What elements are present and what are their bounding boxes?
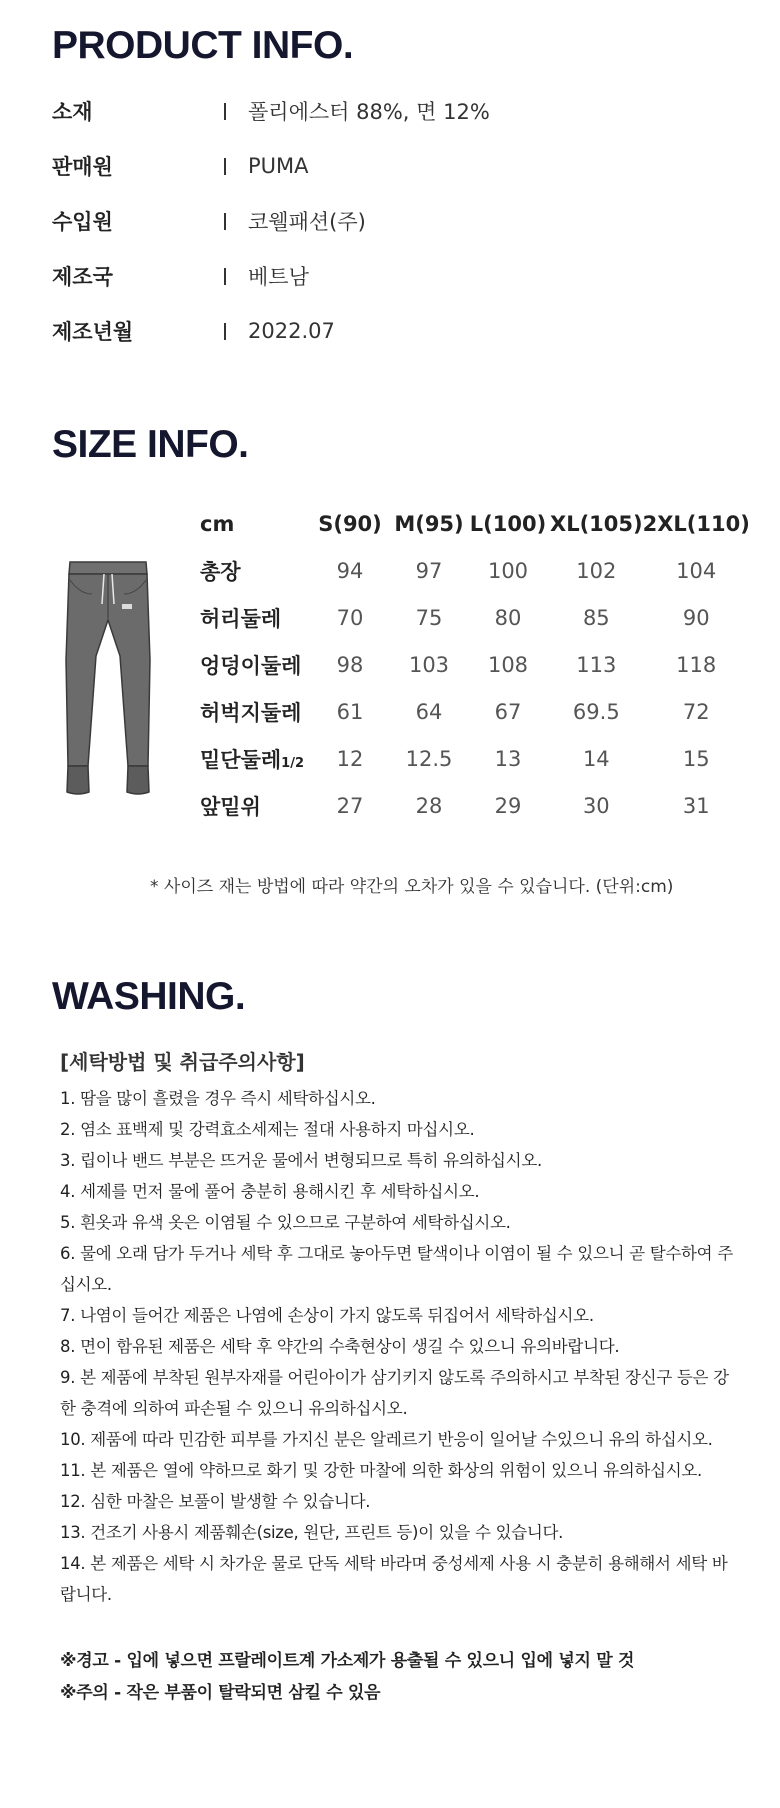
pants-illustration [62, 560, 154, 796]
size-value: 80 [494, 605, 522, 630]
size-value: 97 [415, 558, 443, 583]
separator [224, 158, 226, 175]
size-value: 90 [682, 605, 710, 630]
size-value: 98 [336, 652, 364, 677]
size-header: XL(105) [550, 511, 643, 536]
product-info-label: 판매원 [52, 155, 113, 179]
measurement-name: 밑단둘레 [200, 747, 282, 772]
size-row [200, 641, 750, 688]
washing-item: 13. 건조기 사용시 제품훼손(size, 원단, 프린트 등)이 있을 수 있습니다. [60, 1523, 564, 1542]
product-info-value: 폴리에스터 88%, 면 12% [248, 100, 490, 124]
washing-item: 9. 본 제품에 부착된 원부자재를 어린아이가 삼기키지 않도록 주의하시고 부착된 장신구 등은 강한 충격에 의하여 파손될 수 있으니 유의하십시오. [60, 1368, 729, 1418]
washing-item: 10. 제품에 따라 민감한 피부를 가지신 분은 알레르기 반응이 일어날 수있으니 유의 하십시오. [60, 1430, 713, 1449]
warning-line: ※경고 - 입에 넣으면 프랄레이트계 가소제가 용출될 수 있으니 입에 넣지 말 것 [60, 1651, 635, 1671]
washing-item: 2. 염소 표백제 및 강력효소세제는 절대 사용하지 마십시오. [60, 1120, 475, 1139]
measurement-name: 엉덩이둘레 [200, 653, 302, 678]
size-value: 12.5 [405, 746, 453, 771]
product-info-label: 제조국 [52, 265, 113, 289]
washing-item: 4. 세제를 먼저 물에 풀어 충분히 용해시킨 후 세탁하십시오. [60, 1182, 480, 1201]
measurement-label [200, 547, 308, 594]
size-value: 113 [576, 652, 617, 677]
product-info-label: 소재 [52, 100, 93, 124]
size-value: 72 [682, 699, 710, 724]
warning-line: ※주의 - 작은 부품이 탈락되면 삼킬 수 있음 [60, 1683, 381, 1703]
measurement-name: 앞밑위 [200, 794, 261, 819]
product-info-value: 2022.07 [248, 319, 335, 343]
size-value: 27 [336, 793, 364, 818]
product-info-value: 코웰패션(주) [248, 210, 366, 234]
washing-item: 5. 흰옷과 유색 옷은 이염될 수 있으므로 구분하여 세탁하십시오. [60, 1213, 511, 1232]
washing-item: 7. 나염이 들어간 제품은 나염에 손상이 가지 않도록 뒤집어서 세탁하십시오. [60, 1306, 594, 1325]
measurement-name: 총장 [200, 559, 241, 584]
product-info-row [52, 316, 335, 346]
size-value: 64 [415, 699, 443, 724]
measurement-label [200, 735, 308, 782]
size-header: 2XL(110) [642, 511, 750, 536]
size-value: 70 [336, 605, 364, 630]
product-info-value: PUMA [248, 154, 309, 178]
product-info-row [52, 151, 309, 181]
size-header: S(90) [318, 511, 382, 536]
size-value: 118 [676, 652, 717, 677]
size-row [200, 735, 750, 782]
size-value: 102 [576, 558, 617, 583]
size-value: 30 [582, 793, 610, 818]
product-info-value: 베트남 [248, 265, 309, 289]
size-value: 61 [336, 699, 364, 724]
size-chart [0, 500, 780, 840]
size-row [200, 688, 750, 735]
separator [224, 213, 226, 230]
product-info-row [52, 206, 366, 236]
size-value: 69.5 [572, 699, 620, 724]
size-value: 100 [487, 558, 529, 583]
size-header: L(100) [469, 511, 547, 536]
product-info-title: PRODUCT INFO. [52, 24, 354, 67]
size-value: 108 [487, 652, 529, 677]
size-value: 15 [682, 746, 710, 771]
washing-item: 6. 물에 오래 담가 두거나 세탁 후 그대로 놓아두면 탈색이나 이염이 될 수 있으니 곧 탈수하여 주십시오. [60, 1244, 733, 1294]
separator [224, 323, 226, 340]
size-value: 103 [408, 652, 450, 677]
size-value: 13 [494, 746, 522, 771]
size-value: 31 [682, 793, 710, 818]
product-info-row [52, 96, 490, 126]
washing-list [60, 1083, 740, 1610]
measurement-label [200, 782, 308, 829]
size-header-row [200, 500, 750, 547]
size-note: * 사이즈 재는 방법에 따라 약간의 오차가 있을 수 있습니다. (단위:cm) [150, 877, 674, 897]
size-value: 75 [415, 605, 443, 630]
size-row [200, 547, 750, 594]
measurement-suffix: 1/2 [281, 755, 304, 771]
separator [224, 103, 226, 120]
separator [224, 268, 226, 285]
product-info-label: 수입원 [52, 210, 113, 234]
size-value: 94 [336, 558, 364, 583]
size-table [200, 500, 750, 829]
measurement-name: 허벅지둘레 [200, 700, 302, 725]
size-value: 67 [494, 699, 522, 724]
washing-item: 3. 립이나 밴드 부분은 뜨거운 물에서 변형되므로 특히 유의하십시오. [60, 1151, 542, 1170]
size-header: M(95) [394, 511, 464, 536]
unit-header: cm [200, 511, 235, 536]
size-value: 14 [582, 746, 610, 771]
size-value: 12 [336, 746, 364, 771]
warnings [60, 1645, 634, 1709]
washing-item: 12. 심한 마찰은 보풀이 발생할 수 있습니다. [60, 1492, 371, 1511]
washing-item: 1. 땀을 많이 흘렸을 경우 즉시 세탁하십시오. [60, 1089, 376, 1108]
washing-item: 11. 본 제품은 열에 약하므로 화기 및 강한 마찰에 의한 화상의 위험이 있으니 유의하십시오. [60, 1461, 702, 1480]
washing-item: 8. 면이 함유된 제품은 세탁 후 약간의 수축현상이 생길 수 있으니 유의바랍니다. [60, 1337, 620, 1356]
size-value: 28 [415, 793, 443, 818]
measurement-name: 허리둘레 [200, 606, 282, 631]
product-info-row [52, 261, 309, 291]
washing-item: 14. 본 제품은 세탁 시 차가운 물로 단독 세탁 바라며 중성세제 사용 시 충분히 용해해서 세탁 바랍니다. [60, 1554, 728, 1604]
size-value: 104 [676, 558, 717, 583]
product-info-label: 제조년월 [52, 320, 134, 344]
washing-title: WASHING. [52, 975, 246, 1018]
measurement-label [200, 688, 308, 735]
washing-heading: [세탁방법 및 취급주의사항] [60, 1050, 305, 1074]
size-value: 85 [582, 605, 610, 630]
size-row [200, 782, 750, 829]
size-info-title: SIZE INFO. [52, 423, 249, 466]
size-value: 29 [494, 793, 522, 818]
measurement-label [200, 594, 308, 641]
measurement-label [200, 641, 308, 688]
size-row [200, 594, 750, 641]
